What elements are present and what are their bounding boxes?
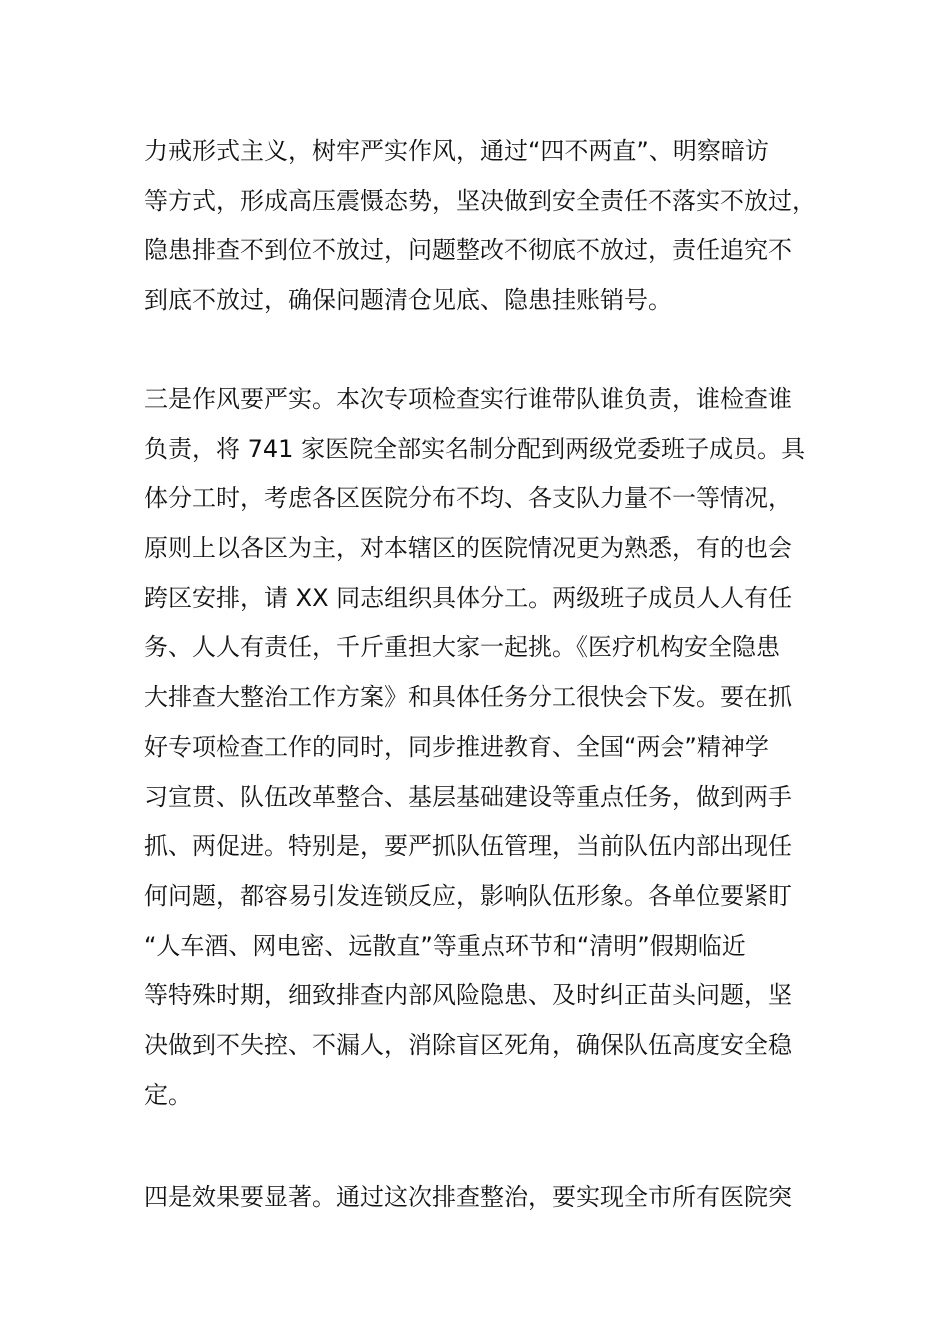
text-line: 三是作风要严实。本次专项检查实行谁带队谁负责，谁检查谁 <box>144 385 792 413</box>
text-line: 到底不放过，确保问题清仓见底、隐患挂账销号。 <box>144 286 672 315</box>
paragraph-3 <box>144 1173 824 1223</box>
text-line: 四是效果要显著。通过这次排查整治，要实现全市所有医院突 <box>144 1183 792 1211</box>
text-line: 隐患排查不到位不放过，问题整改不彻底不放过，责任追究不 <box>144 236 792 265</box>
text-line: 负责，将 741 家医院全部实名制分配到两级党委班子成员。具 <box>144 434 806 463</box>
text-line: “人车酒、网电密、远散直”等重点环节和“清明”假期临近 <box>144 931 746 960</box>
paragraph-2 <box>144 375 824 1120</box>
text-line: 抓、两促进。特别是，要严抓队伍管理，当前队伍内部出现任 <box>144 832 792 861</box>
text-line: 体分工时，考虑各区医院分布不均、各支队力量不一等情况， <box>144 484 792 513</box>
text-line: 定。 <box>144 1080 192 1109</box>
text-line: 习宣贯、队伍改革整合、基层基础建设等重点任务，做到两手 <box>144 782 792 811</box>
text-line: 决做到不失控、不漏人，消除盲区死角，确保队伍高度安全稳 <box>144 1030 792 1059</box>
paragraph-1 <box>144 127 824 326</box>
text-line: 好专项检查工作的同时，同步推进教育、全国“两会”精神学 <box>144 732 769 761</box>
text-line: 原则上以各区为主，对本辖区的医院情况更为熟悉，有的也会 <box>144 534 792 563</box>
text-line: 等特殊时期，细致排查内部风险隐患、及时纠正苗头问题，坚 <box>144 981 792 1010</box>
text-line: 务、人人有责任，千斤重担大家一起挑。《医疗机构安全隐患 <box>144 633 780 662</box>
text-line: 何问题，都容易引发连锁反应，影响队伍形象。各单位要紧盯 <box>144 881 792 910</box>
text-line: 力戒形式主义，树牢严实作风，通过“四不两直”、明察暗访 <box>144 137 769 165</box>
text-line: 大排查大整治工作方案》和具体任务分工很快会下发。要在抓 <box>144 683 792 712</box>
text-line: 等方式，形成高压震慑态势，坚决做到安全责任不落实不放过， <box>144 186 816 215</box>
text-line: 跨区安排，请 XX 同志组织具体分工。两级班子成员人人有任 <box>144 583 793 612</box>
